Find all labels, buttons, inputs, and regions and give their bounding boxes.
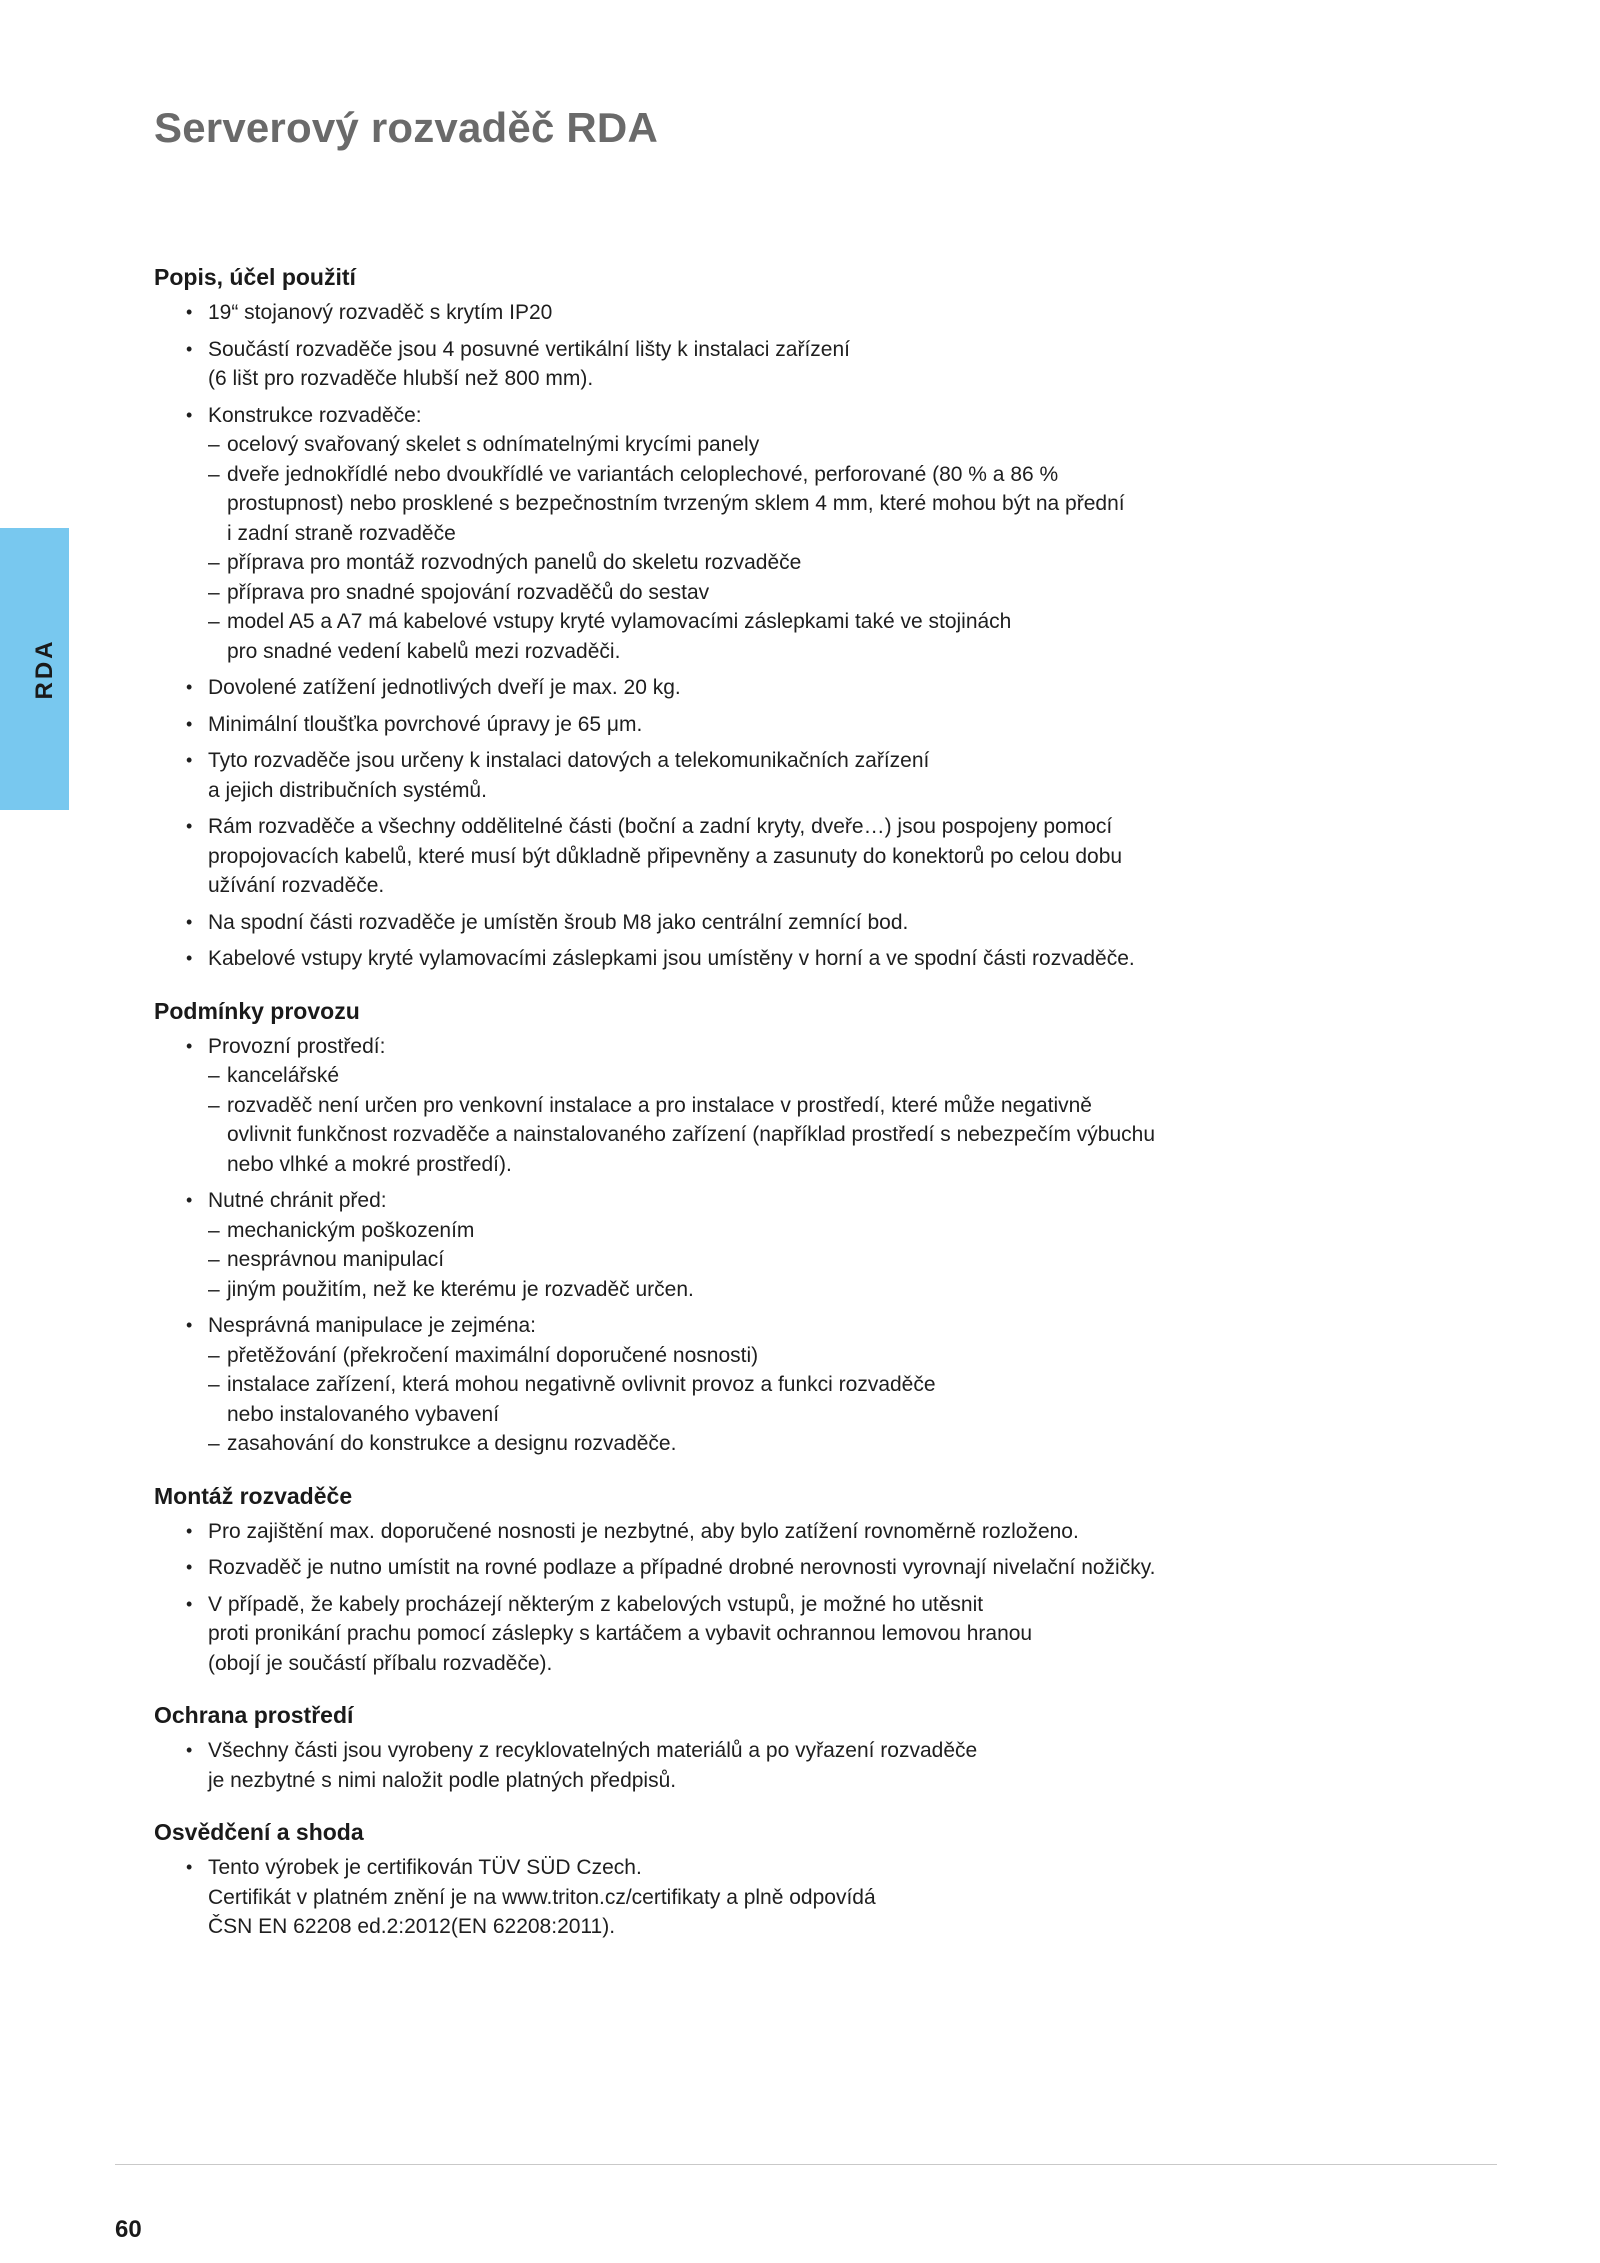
- sub-item-text-line: – mechanickým poškozením: [227, 1218, 475, 1242]
- section: [154, 1481, 1264, 1679]
- bullet-text-line: • Kabelové vstupy kryté vylamovacími záslepkami jsou umístěny v horní a ve spodní části rozvaděče.: [208, 947, 1135, 970]
- section-heading: Popis, účel použití: [154, 264, 356, 290]
- sub-list: [208, 1341, 1264, 1459]
- bullet-text-line: • Tyto rozvaděče jsou určeny k instalaci datových a telekomunikačních zařízení: [208, 749, 930, 772]
- sub-item-text-line: prostupnost) nebo prosklené s bezpečnostním tvrzeným sklem 4 mm, které mohou být na přední: [227, 492, 1125, 515]
- bullet-item: [154, 1853, 1264, 1942]
- bullet-list: [154, 1032, 1264, 1459]
- section-heading: Osvědčení a shoda: [154, 1819, 364, 1845]
- sub-item-text-line: nebo instalovaného vybavení: [227, 1402, 500, 1426]
- bullet-text-line: • Pro zajištění max. doporučené nosnosti je nezbytné, aby bylo zatížení rovnoměrně rozloženo.: [208, 1519, 1079, 1543]
- bullet-item: [154, 710, 1264, 740]
- sub-item-text-line: – rozvaděč není určen pro venkovní instalace a pro instalace v prostředí, které může negativně: [227, 1093, 1092, 1117]
- bullet-text-line: • Minimální tloušťka povrchové úpravy je 65 μm.: [208, 712, 643, 736]
- sub-list: [208, 1216, 1264, 1305]
- sub-item-text-line: – instalace zařízení, která mohou negativně ovlivnit provoz a funkci rozvaděče: [227, 1373, 936, 1396]
- bullet-item: [154, 812, 1264, 901]
- bullet-text-line: • Součástí rozvaděče jsou 4 posuvné vertikální lišty k instalaci zařízení: [208, 337, 850, 361]
- sub-item: [208, 1370, 1264, 1429]
- section: [154, 1700, 1264, 1795]
- sub-item: [208, 460, 1264, 549]
- bullet-text-line: • Tento výrobek je certifikován TÜV SÜD Czech.: [208, 1856, 642, 1879]
- sub-item-text-line: – příprava pro snadné spojování rozvaděčů do sestav: [227, 580, 710, 604]
- sub-item: [208, 548, 1264, 578]
- page-title: Serverový rozvaděč RDA: [154, 104, 658, 151]
- sub-item-text-line: – dveře jednokřídlé nebo dvoukřídlé ve variantách celoplechové, perforované (80 % a 86 %: [227, 462, 1059, 486]
- section: [154, 1817, 1264, 1942]
- sub-item: [208, 1091, 1264, 1180]
- page-number: 60: [115, 2216, 142, 2243]
- bullet-text-line: užívání rozvaděče.: [208, 874, 385, 897]
- sub-item-text-line: – přetěžování (překročení maximální doporučené nosnosti): [227, 1343, 759, 1367]
- sub-item: [208, 607, 1264, 666]
- sub-item: [208, 1275, 1264, 1305]
- bullet-text-line: • Provozní prostředí:: [208, 1034, 386, 1058]
- bullet-text-line: • Na spodní části rozvaděče je umístěn šroub M8 jako centrální zemnící bod.: [208, 910, 909, 934]
- sub-item-text-line: – příprava pro montáž rozvodných panelů do skeletu rozvaděče: [227, 551, 802, 574]
- sub-item-text-line: – ocelový svařovaný skelet s odnímatelnými krycími panely: [227, 433, 760, 456]
- bullet-item: [154, 944, 1264, 974]
- sub-item-text-line: nebo vlhké a mokré prostředí).: [227, 1152, 512, 1176]
- sub-item: [208, 430, 1264, 460]
- bullet-text-line: • Všechny části jsou vyrobeny z recyklovatelných materiálů a po vyřazení rozvaděče: [208, 1739, 978, 1762]
- sub-item: [208, 578, 1264, 608]
- sub-item-text-line: i zadní straně rozvaděče: [227, 521, 456, 545]
- bullet-item: [154, 746, 1264, 805]
- sub-item-text-line: – jiným použitím, než ke kterému je rozvaděč určen.: [227, 1277, 694, 1301]
- bullet-text-line: propojovacích kabelů, které musí být důkladně připevněny a zasunuty do konektorů po celou dobu: [208, 844, 1123, 868]
- sub-item: [208, 1216, 1264, 1246]
- sub-item: [208, 1429, 1264, 1459]
- bullet-text-line: • Nesprávná manipulace je zejména:: [208, 1314, 537, 1337]
- document-body: [154, 262, 1264, 1964]
- bullet-text-line: • Rozvaděč je nutno umístit na rovné podlaze a případné drobné nerovnosti vyrovnají nivelační nožičky.: [208, 1556, 1156, 1579]
- sub-item: [208, 1341, 1264, 1371]
- section-heading: Podmínky provozu: [154, 997, 360, 1024]
- side-tab-label: RDA: [31, 638, 58, 700]
- bullet-item: [154, 335, 1264, 394]
- bullet-text-line: • Nutné chránit před:: [208, 1189, 387, 1212]
- bullet-text-line: • Rám rozvaděče a všechny oddělitelné části (boční a zadní kryty, dveře…) jsou pospojeny pomocí: [208, 815, 1113, 838]
- bullet-item: [154, 1517, 1264, 1547]
- section-heading: Montáž rozvaděče: [154, 1482, 353, 1509]
- bullet-text-line: proti pronikání prachu pomocí záslepky s kartáčem a vybavit ochrannou lemovou hranou: [208, 1622, 1033, 1645]
- bullet-text-line: (obojí je součástí příbalu rozvaděče).: [208, 1651, 553, 1675]
- bullet-item: [154, 401, 1264, 667]
- sub-item-text-line: pro snadné vedení kabelů mezi rozvaděči.: [227, 639, 621, 663]
- sub-item-text-line: – nesprávnou manipulací: [227, 1248, 445, 1271]
- bullet-item: [154, 1186, 1264, 1304]
- bullet-item: [154, 908, 1264, 938]
- section-heading: Ochrana prostředí: [154, 1702, 354, 1728]
- sub-list: [208, 1061, 1264, 1179]
- sub-list: [208, 430, 1264, 666]
- sub-item-text-line: ovlivnit funkčnost rozvaděče a nainstalovaného zařízení (například prostředí s nebezpečím výbuchu: [227, 1123, 1156, 1146]
- bullet-text-line: • Dovolené zatížení jednotlivých dveří je max. 20 kg.: [208, 676, 681, 699]
- bullet-text-line: • V případě, že kabely procházejí některým z kabelových vstupů, je možné ho utěsnit: [208, 1592, 984, 1616]
- bullet-item: [154, 673, 1264, 703]
- bullet-list: [154, 298, 1264, 974]
- sub-item: [208, 1061, 1264, 1091]
- bullet-list: [154, 1736, 1264, 1795]
- footer-divider: [115, 2164, 1497, 2165]
- section: [154, 996, 1264, 1459]
- bullet-text-line: Certifikát v platném znění je na www.triton.cz/certifikaty a plně odpovídá: [208, 1885, 876, 1909]
- bullet-text-line: a jejich distribučních systémů.: [208, 778, 487, 802]
- bullet-item: [154, 298, 1264, 328]
- bullet-text-line: • 19“ stojanový rozvaděč s krytím IP20: [208, 301, 553, 324]
- bullet-list: [154, 1853, 1264, 1942]
- bullet-text-line: • Konstrukce rozvaděče:: [208, 403, 422, 427]
- bullet-item: [154, 1736, 1264, 1795]
- sub-item-text-line: – kancelářské: [227, 1064, 340, 1087]
- bullet-text-line: (6 lišt pro rozvaděče hlubší než 800 mm).: [208, 367, 594, 390]
- bullet-item: [154, 1032, 1264, 1180]
- bullet-item: [154, 1553, 1264, 1583]
- sub-item-text-line: – zasahování do konstrukce a designu rozvaděče.: [227, 1432, 677, 1455]
- section: [154, 262, 1264, 974]
- bullet-list: [154, 1517, 1264, 1679]
- bullet-text-line: ČSN EN 62208 ed.2:2012(EN 62208:2011).: [208, 1915, 616, 1938]
- bullet-item: [154, 1311, 1264, 1459]
- sub-item: [208, 1245, 1264, 1275]
- bullet-text-line: je nezbytné s nimi naložit podle platných předpisů.: [208, 1768, 677, 1792]
- bullet-item: [154, 1590, 1264, 1679]
- sub-item-text-line: – model A5 a A7 má kabelové vstupy kryté vylamovacími záslepkami také ve stojinách: [227, 610, 1012, 633]
